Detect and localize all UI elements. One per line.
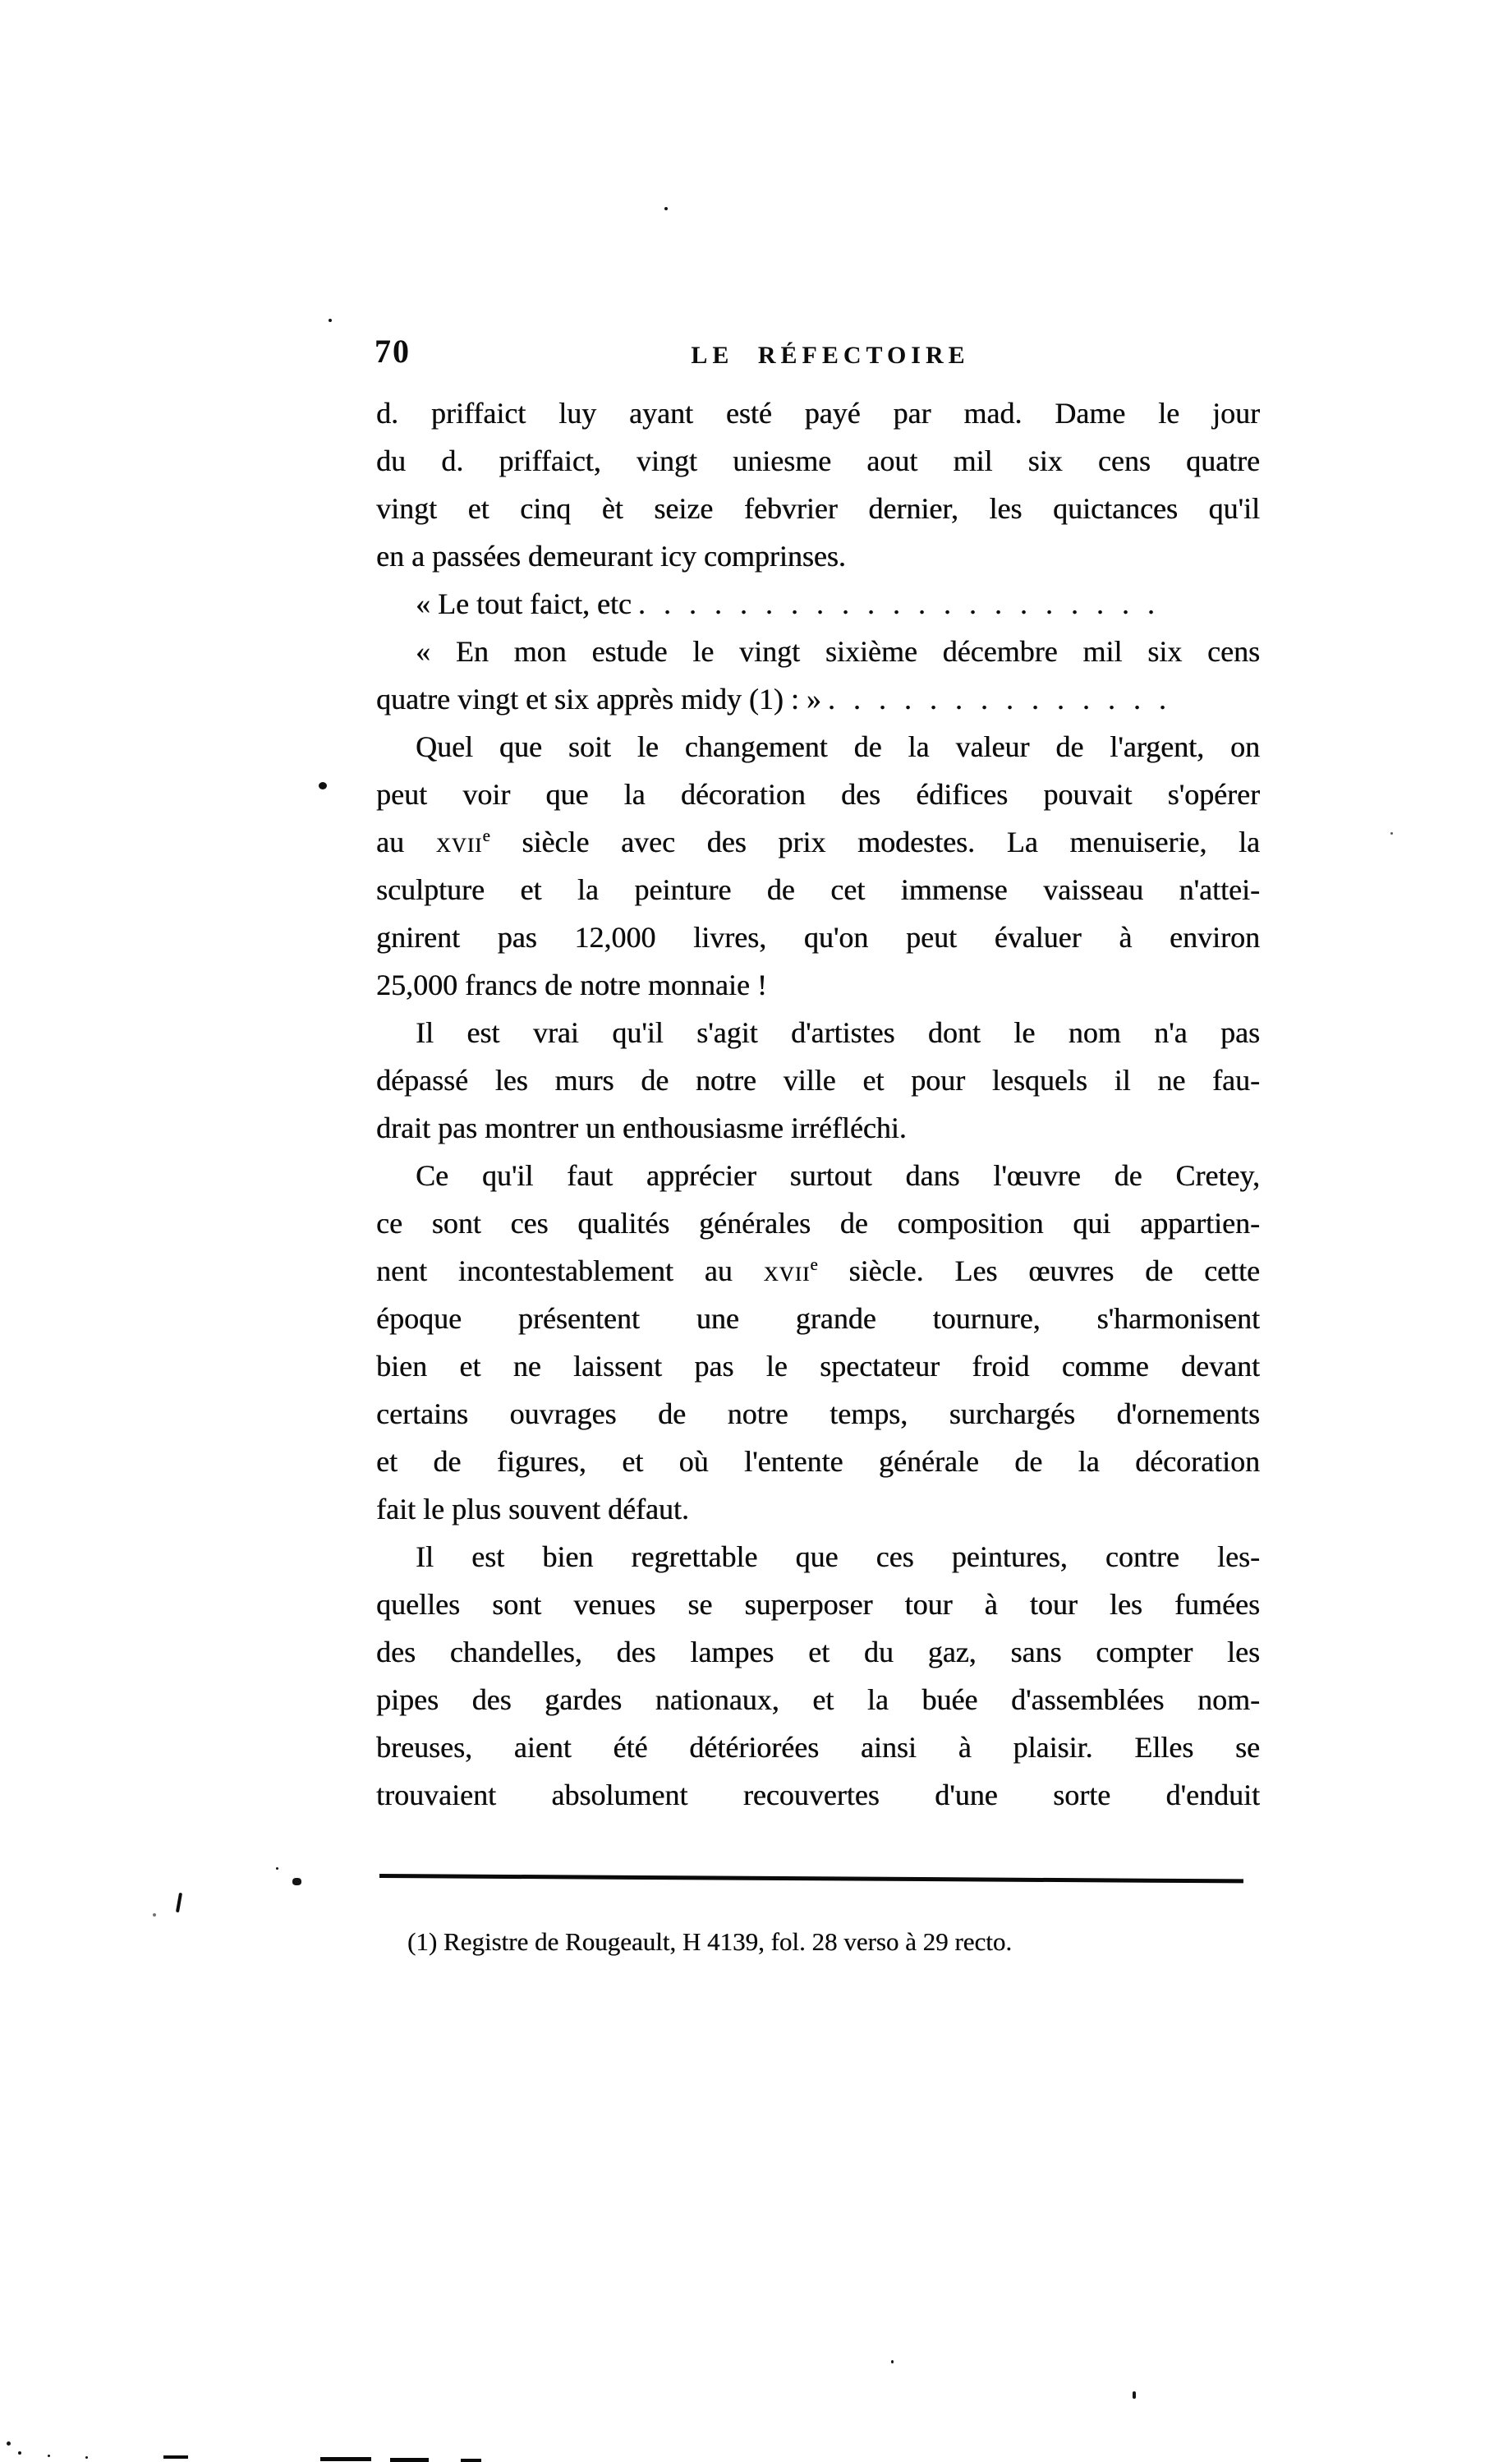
text-line: Il est vrai qu'il s'agit d'artistes dont le nom n'a pas <box>416 1016 1260 1049</box>
text-line: époque présentent une grande tournure, s'harmonisent <box>376 1302 1260 1335</box>
text-line: gnirent pas 12,000 livres, qu'on peut évaluer à environ <box>376 921 1260 954</box>
quote-text: quatre vingt et six apprès midy (1) : » <box>376 683 821 716</box>
text-line: certains ouvrages de notre temps, surchargés d'ornements <box>376 1397 1260 1430</box>
running-title: LE RÉFECTOIRE <box>691 342 970 369</box>
text-line: en a passées demeurant icy comprinses. <box>376 540 846 573</box>
scan-speck <box>1390 832 1393 835</box>
text-line: trouvaient absolument recouvertes d'une sorte d'enduit <box>376 1779 1260 1811</box>
body-text <box>376 389 1260 1819</box>
page-number: 70 <box>375 333 411 370</box>
scan-speck <box>276 1867 278 1870</box>
margin-ink-dot <box>319 782 327 789</box>
text-line: des chandelles, des lampes et du gaz, sans compter les <box>376 1636 1260 1668</box>
text-line: Ce qu'il faut apprécier surtout dans l'œuvre de Cretey, <box>416 1159 1260 1192</box>
scan-speck <box>153 1913 156 1917</box>
text-line: fait le plus souvent défaut. <box>376 1493 689 1526</box>
text-line: ce sont ces qualités générales de composition qui appartien- <box>376 1207 1260 1240</box>
text-line: sculpture et la peinture de cet immense vaisseau n'attei- <box>376 873 1260 906</box>
text-line: bien et ne laissent pas le spectateur froid comme devant <box>376 1350 1260 1383</box>
text-line-quote <box>376 675 1260 723</box>
text-line: breuses, aient été détériorées ainsi à plaisir. Elles se <box>376 1731 1260 1764</box>
ordinal-superscript: e <box>810 1254 818 1274</box>
scan-speck <box>18 2451 21 2455</box>
footnote-text: (1) Registre de Rougeault, H 4139, fol. 28 verso à 29 recto. <box>407 1927 1013 1956</box>
scan-speck <box>1133 2391 1136 2399</box>
text-line: nent incontestablement au xvii$^e$ siècle. Les œuvres de cette <box>376 1254 1260 1287</box>
scan-speck <box>329 319 332 322</box>
scan-speck <box>85 2456 88 2459</box>
scan-edge-dash <box>320 2457 371 2461</box>
text-line: 25,000 francs de notre monnaie ! <box>376 969 767 1001</box>
footnote-rule <box>379 1874 1243 1883</box>
scan-speck <box>7 2441 11 2446</box>
text-line: quelles sont venues se superposer tour à tour les fumées <box>376 1588 1260 1621</box>
text-line: du d. priffaict, vingt uniesme aout mil six cens quatre <box>376 444 1260 477</box>
scan-edge-dash <box>163 2455 188 2459</box>
ordinal-superscript: e <box>482 826 490 845</box>
text-line-quote <box>376 580 1260 628</box>
quote-text: « Le tout faict, etc <box>416 587 632 620</box>
text-line: peut voir que la décoration des édifices pouvait s'opérer <box>376 778 1260 811</box>
text-line: pipes des gardes nationaux, et la buée d'assemblées nom- <box>376 1683 1260 1716</box>
text-line: Quel que soit le changement de la valeur de l'argent, on <box>416 730 1260 763</box>
scan-speck <box>48 2455 50 2457</box>
scan-speck <box>891 2360 894 2363</box>
dot-leader: .............. <box>827 683 1184 716</box>
dot-leader: ..................... <box>637 587 1173 620</box>
text-line-quote: « En mon estude le vingt sixième décembre mil six cens <box>416 635 1260 668</box>
text-line: dépassé les murs de notre ville et pour lesquels il ne fau- <box>376 1064 1260 1097</box>
scan-edge-dash <box>390 2458 429 2462</box>
scan-edge-dash <box>461 2459 481 2462</box>
roman-numeral: xvii <box>435 826 483 858</box>
text-line: et de figures, et où l'entente générale de la décoration <box>376 1445 1260 1478</box>
text-line: drait pas montrer un enthousiasme irréfléchi. <box>376 1111 907 1144</box>
margin-slash-artifact <box>176 1893 182 1912</box>
scan-speck <box>292 1878 301 1885</box>
text-line: d. priffaict luy ayant esté payé par mad. Dame le jour <box>376 397 1260 430</box>
text-line: au xvii$^e$ siècle avec des prix modestes. La menuiserie, la <box>376 826 1260 858</box>
scan-speck <box>664 207 668 210</box>
text-line: Il est bien regrettable que ces peintures, contre les- <box>416 1540 1260 1573</box>
text-line: vingt et cinq èt seize febvrier dernier, les quictances qu'il <box>376 492 1260 525</box>
roman-numeral: xvii <box>763 1254 811 1287</box>
